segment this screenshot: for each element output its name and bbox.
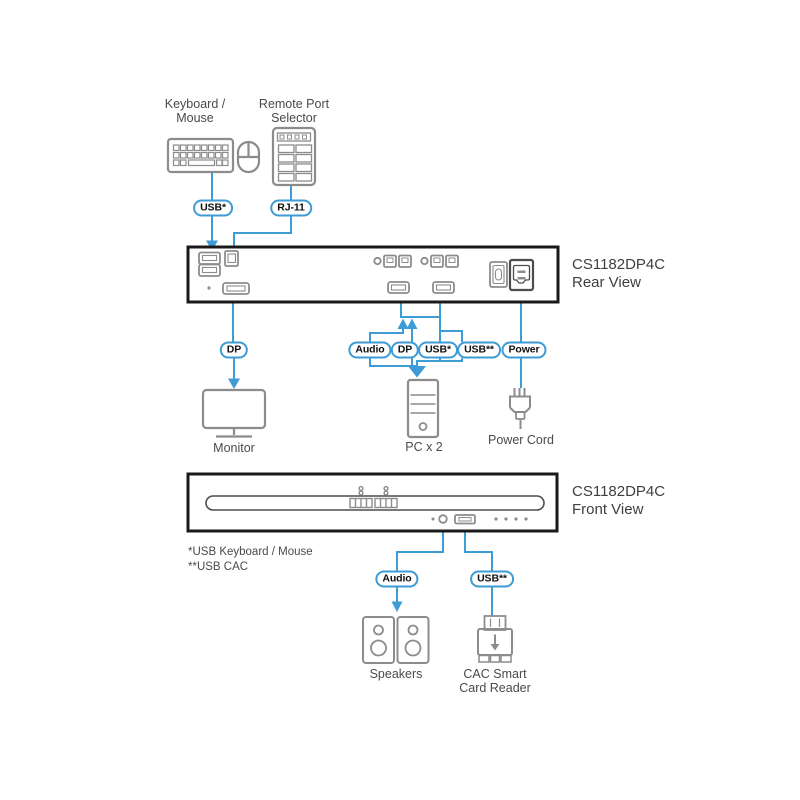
front-view-model: CS1182DP4C <box>572 483 666 500</box>
speakers-icon <box>363 617 429 663</box>
pill-audio-pc: Audio <box>348 342 391 359</box>
cac-card-reader-icon <box>478 616 512 662</box>
pill-usb-keyboard: USB* <box>193 200 233 217</box>
pill-dp-pc: DP <box>391 342 419 359</box>
monitor-label: Monitor <box>213 441 255 455</box>
keyboard-mouse-label <box>165 97 225 125</box>
pc-tower-icon <box>408 380 438 437</box>
cac-label-line1: CAC Smart <box>463 667 527 681</box>
front-dot <box>432 518 435 521</box>
pill-rj11: RJ-11 <box>270 200 312 217</box>
remote-port-selector-label <box>259 97 329 125</box>
cac-label-line2: Card Reader <box>459 681 531 695</box>
power-cord-icon <box>510 388 530 429</box>
speakers-label: Speakers <box>369 667 423 681</box>
rear-view-title <box>572 256 665 291</box>
keyboard-mouse-label-line2: Mouse <box>176 111 214 125</box>
rear-view-model: CS1182DP4C <box>572 256 666 273</box>
pill-usb2-pc: USB** <box>457 342 501 359</box>
pill-usb-front: USB** <box>470 571 514 588</box>
pc-label: PC x 2 <box>405 440 443 454</box>
footnotes <box>188 545 313 575</box>
remote-port-selector-label-line2: Selector <box>271 111 317 125</box>
pill-dp-monitor: DP <box>220 342 248 359</box>
front-view-label: Front View <box>572 500 644 518</box>
pill-audio-front: Audio <box>375 571 418 588</box>
footnote-cac: **USB CAC <box>188 561 249 573</box>
front-view-title <box>572 483 665 518</box>
mouse-icon <box>238 142 259 172</box>
rear-view-label: Rear View <box>572 273 641 291</box>
monitor-icon <box>203 390 265 437</box>
keyboard-icon <box>168 139 233 172</box>
footnote-usb: *USB Keyboard / Mouse <box>188 546 313 558</box>
rear-device <box>188 247 558 302</box>
keyboard-mouse-label-line1: Keyboard / <box>164 97 226 111</box>
pill-power: Power <box>501 342 546 359</box>
front-device <box>188 474 557 531</box>
remote-port-selector-label-line1: Remote Port <box>258 97 330 111</box>
cac-card-reader-label <box>459 667 531 695</box>
rear-audio-jack-dot <box>207 286 210 289</box>
remote-port-selector-icon <box>273 128 315 185</box>
pill-usb1-pc: USB* <box>418 342 458 359</box>
power-cord-label: Power Cord <box>488 433 554 447</box>
